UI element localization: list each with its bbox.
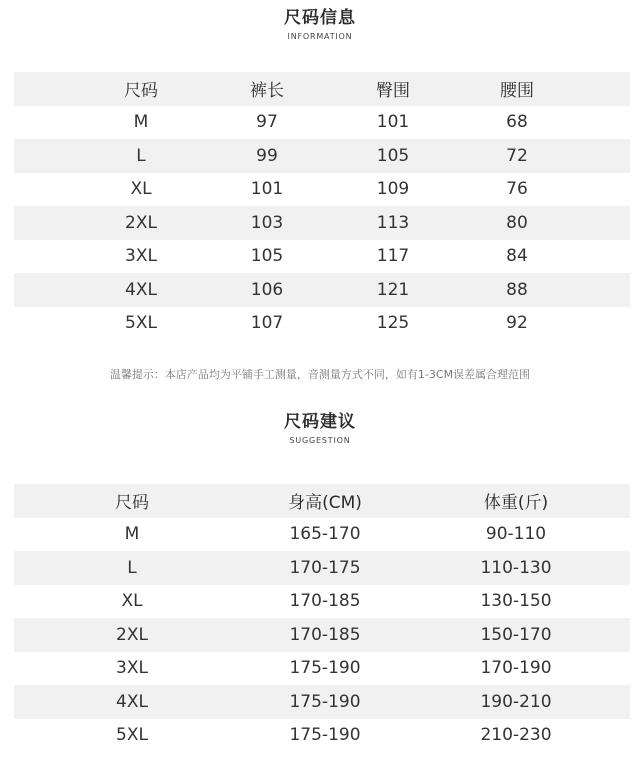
table-cell: 106: [250, 279, 284, 300]
info-subtitle: INFORMATION: [287, 32, 353, 41]
table-cell: 4XL: [116, 691, 148, 712]
suggestion-section-title: [0, 412, 640, 446]
header-cell: 身高(CM): [288, 493, 362, 514]
table-row: [14, 139, 630, 173]
table-row: [14, 551, 630, 585]
table-cell: 103: [250, 212, 284, 233]
header-cell: 裤长: [250, 81, 284, 102]
table-cell: 68: [506, 112, 528, 133]
table-cell: 170-185: [289, 624, 361, 645]
table-cell: 107: [250, 313, 284, 334]
table-cell: 2XL: [116, 624, 148, 645]
table-cell: L: [136, 145, 146, 166]
table-row: [14, 240, 630, 274]
header-cell: 腰围: [500, 81, 534, 102]
table-cell: 130-150: [480, 591, 552, 612]
info-title: 尺码信息: [284, 8, 356, 28]
table-cell: M: [133, 112, 149, 133]
table-cell: 99: [256, 145, 278, 166]
table-cell: 113: [376, 212, 410, 233]
table-row: [14, 719, 630, 753]
table-cell: 105: [250, 246, 284, 267]
table-row: [14, 106, 630, 140]
table-cell: 109: [376, 179, 410, 200]
table-cell: 125: [376, 313, 410, 334]
table-row: [14, 652, 630, 686]
table-cell: 97: [256, 112, 278, 133]
table-row: [14, 518, 630, 552]
info-table: [14, 72, 630, 340]
table-row: [14, 173, 630, 207]
table-cell: 117: [376, 246, 410, 267]
suggestion-title: 尺码建议: [284, 412, 356, 432]
header-cell: 臀围: [376, 81, 410, 102]
table-cell: XL: [130, 179, 152, 200]
table-cell: M: [124, 524, 140, 545]
table-row: [14, 307, 630, 341]
table-row: [14, 273, 630, 307]
header-cell: 体重(斤): [483, 493, 549, 514]
table-cell: 190-210: [480, 691, 552, 712]
table-cell: 170-190: [480, 658, 552, 679]
header-cell: 尺码: [115, 493, 149, 514]
table-cell: L: [127, 557, 137, 578]
table-cell: 5XL: [125, 313, 157, 334]
table-row: [14, 206, 630, 240]
table-cell: 76: [506, 179, 528, 200]
table-cell: 121: [376, 279, 410, 300]
table-cell: 105: [376, 145, 410, 166]
table-header-row: [14, 484, 630, 518]
table-cell: 72: [506, 145, 528, 166]
table-cell: 92: [506, 313, 528, 334]
table-cell: 210-230: [480, 725, 552, 746]
table-cell: 175-190: [289, 658, 361, 679]
table-cell: 175-190: [289, 725, 361, 746]
table-cell: 101: [376, 112, 410, 133]
table-cell: 150-170: [480, 624, 552, 645]
table-cell: 2XL: [125, 212, 157, 233]
table-cell: 3XL: [116, 658, 148, 679]
table-cell: 80: [506, 212, 528, 233]
table-row: [14, 618, 630, 652]
table-row: [14, 685, 630, 719]
suggestion-table: [14, 484, 630, 752]
info-section-title: [0, 8, 640, 42]
table-cell: 90-110: [485, 524, 547, 545]
table-cell: 165-170: [289, 524, 361, 545]
table-header-row: [14, 72, 630, 106]
table-cell: 175-190: [289, 691, 361, 712]
table-cell: 3XL: [125, 246, 157, 267]
table-row: [14, 585, 630, 619]
table-cell: 170-175: [289, 557, 361, 578]
table-cell: 5XL: [116, 725, 148, 746]
header-cell: 尺码: [124, 81, 158, 102]
table-cell: 84: [506, 246, 528, 267]
table-cell: 170-185: [289, 591, 361, 612]
suggestion-subtitle: SUGGESTION: [289, 436, 351, 445]
table-cell: 110-130: [480, 557, 552, 578]
table-cell: 4XL: [125, 279, 157, 300]
table-cell: XL: [121, 591, 143, 612]
measurement-note: 温馨提示：本店产品均为平铺手工测量，音测量方式不同，如有1-3CM误差属合理范围: [109, 368, 531, 381]
table-cell: 88: [506, 279, 528, 300]
table-cell: 101: [250, 179, 284, 200]
